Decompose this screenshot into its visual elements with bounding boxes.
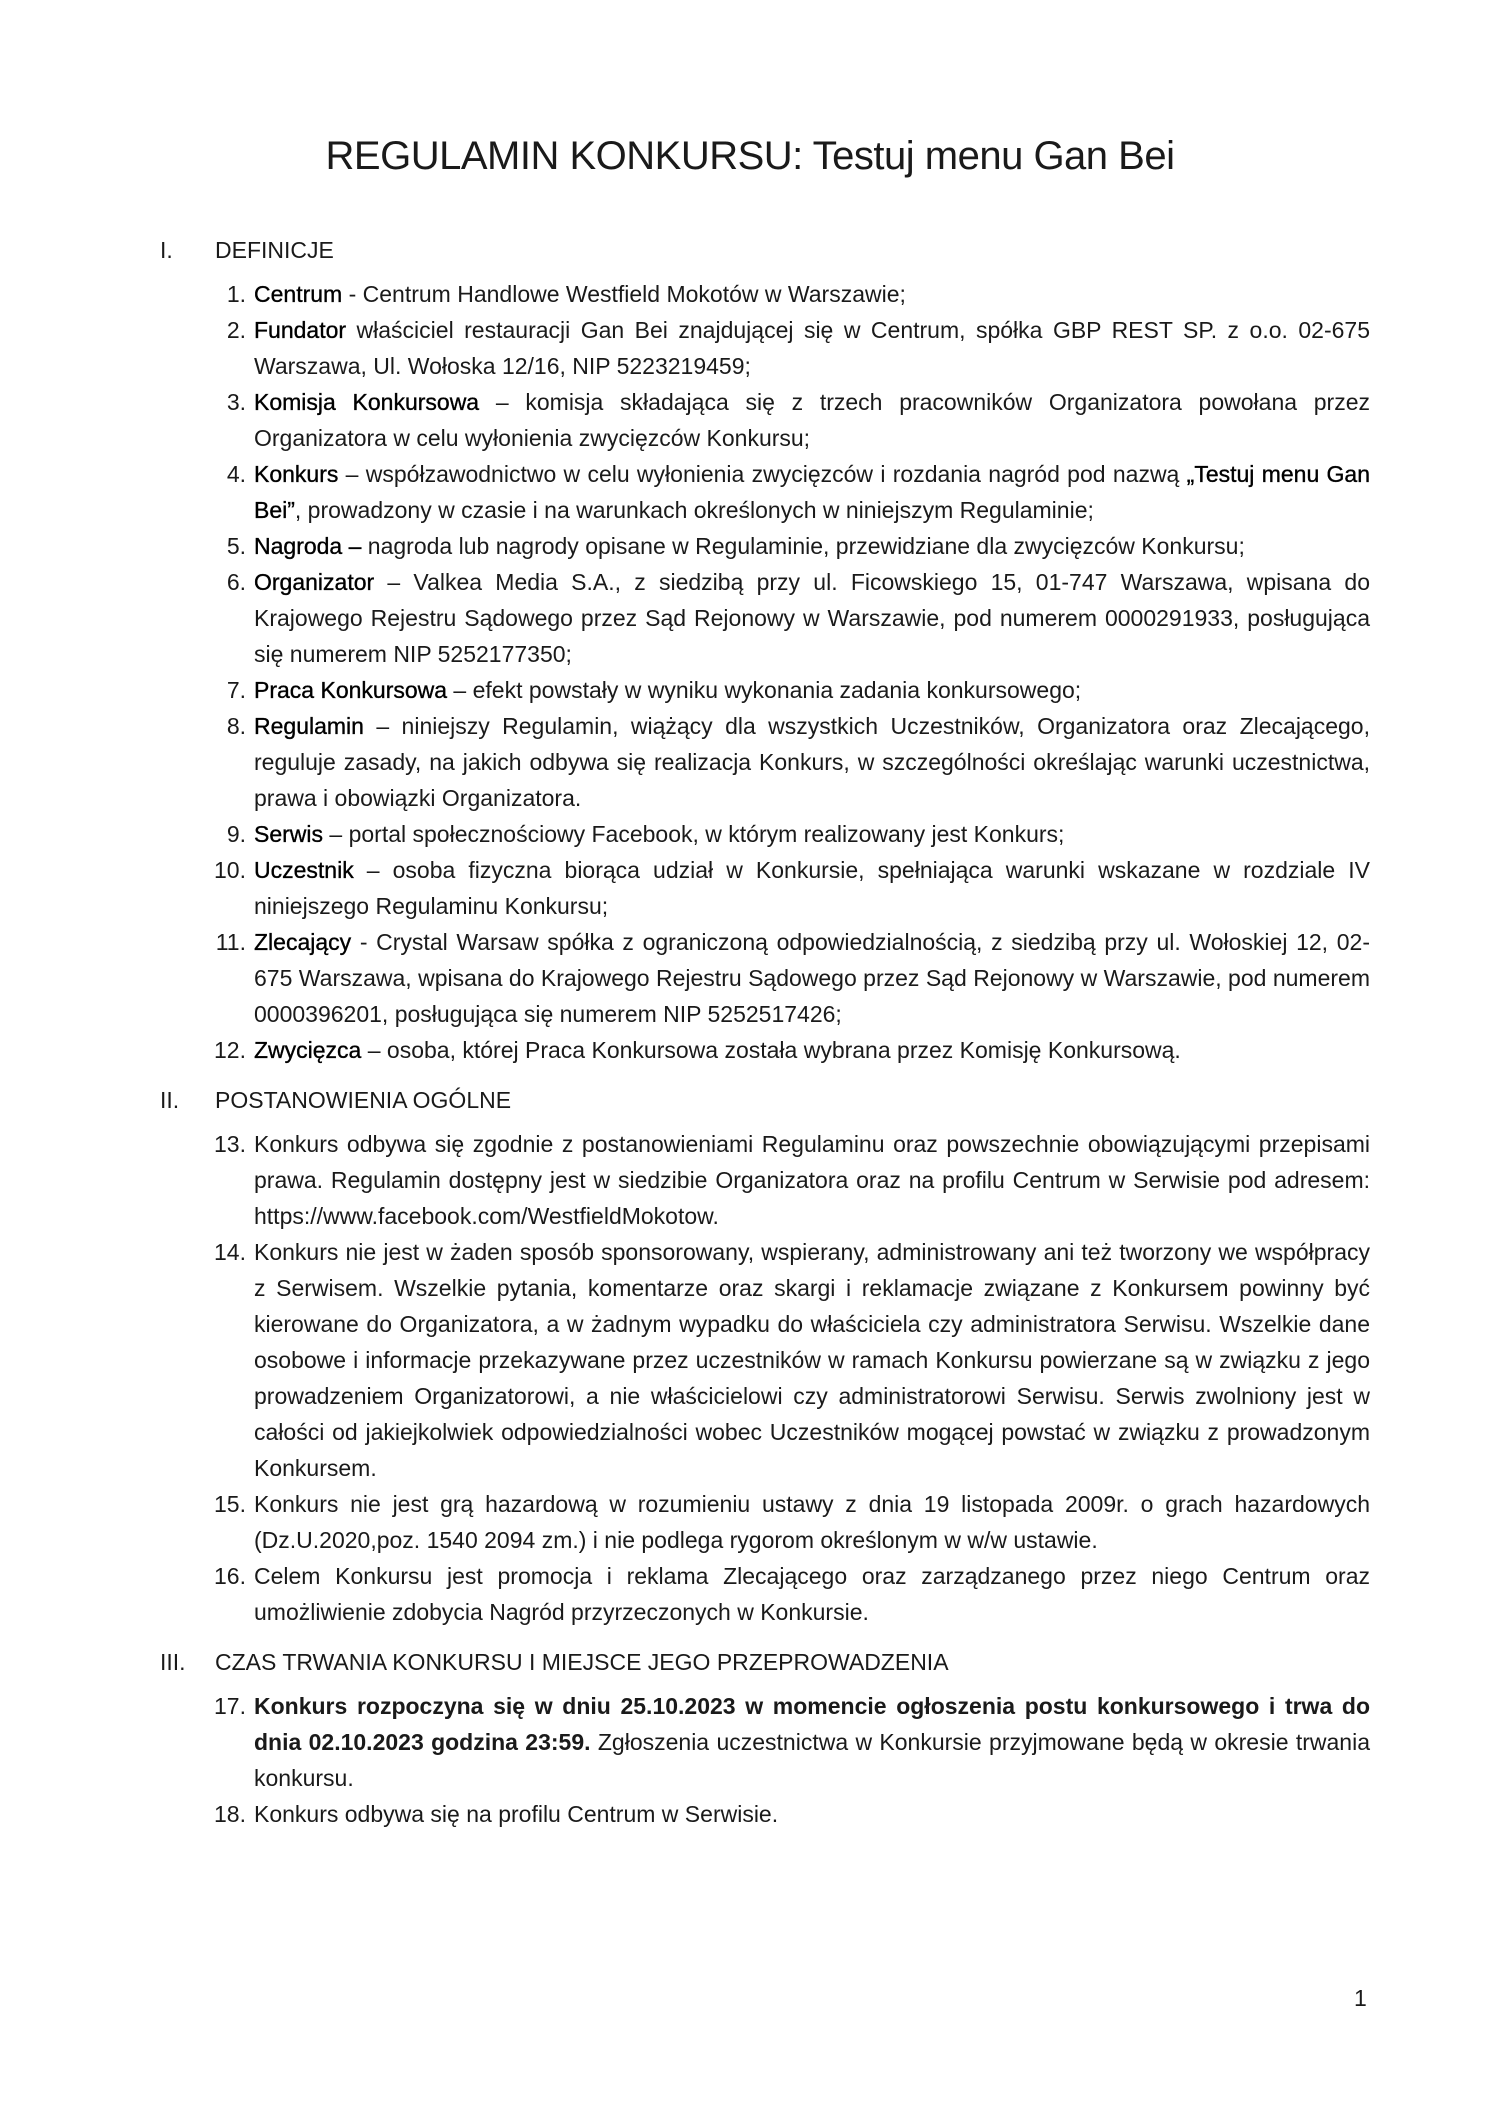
item-number: 12. bbox=[214, 1037, 246, 1063]
item-number: 9. bbox=[226, 821, 246, 847]
item-text bbox=[254, 1688, 1370, 1796]
section bbox=[160, 1082, 1370, 1630]
item-body: - Crystal Warsaw spółka z ograniczoną odpowiedzialnością, z siedzibą przy ul. Wołoskiej 12, 02-675 Warszawa, wpisana do Krajowego Rejestru Sądowego przez Sąd Rejonowy w Warszawie, pod numerem 0000396201, posługująca się numerem NIP 5252517426; bbox=[254, 929, 1370, 1027]
list-item bbox=[160, 852, 1370, 924]
defined-term: Regulamin bbox=[254, 713, 364, 739]
list-item bbox=[160, 1032, 1370, 1068]
item-body: Konkurs nie jest w żaden sposób sponsorowany, wspierany, administrowany ani też tworzony we współpracy z Serwisem. Wszelkie pytania, komentarze oraz skargi i reklamacje związane z Konkursem powinny być kierowane do Organizatora, a w żadnym wypadku do właściciela czy administratora Serwisu. Wszelkie dane osobowe i informacje przekazywane przez uczestników w ramach Konkursu powierzane są w związku z jego prowadzeniem Organizatorowi, a nie właścicielowi czy administratorowi Serwisu. Serwis zwolniony jest w całości od jakiejkolwiek odpowiedzialności wobec Uczestników mogącej powstać w związku z prowadzonym Konkursem. bbox=[254, 1239, 1370, 1481]
item-text bbox=[254, 564, 1370, 672]
section-heading bbox=[160, 1082, 1370, 1118]
item-number: 11. bbox=[215, 929, 246, 955]
item-body: Konkurs odbywa się na profilu Centrum w Serwisie. bbox=[254, 1801, 779, 1827]
defined-term: Serwis bbox=[254, 821, 324, 847]
item-body: – współzawodnictwo w celu wyłonienia zwycięzców i rozdania nagród pod nazwą bbox=[338, 461, 1187, 487]
list-item bbox=[160, 564, 1370, 672]
list-item bbox=[160, 1234, 1370, 1486]
item-text bbox=[254, 1032, 1370, 1068]
item-text bbox=[254, 1796, 1370, 1832]
page-title: REGULAMIN KONKURSU: Testuj menu Gan Bei bbox=[325, 134, 1175, 178]
list-item bbox=[160, 708, 1370, 816]
item-body: – efekt powstały w wyniku wykonania zadania konkursowego; bbox=[447, 677, 1082, 703]
item-text bbox=[254, 852, 1370, 924]
list-item bbox=[160, 384, 1370, 456]
item-text bbox=[254, 672, 1370, 708]
item-number: 14. bbox=[214, 1239, 246, 1265]
list-item bbox=[160, 816, 1370, 852]
section-number: III. bbox=[160, 1649, 186, 1675]
item-text bbox=[254, 384, 1370, 456]
defined-term: Centrum bbox=[254, 281, 343, 307]
section bbox=[160, 1644, 1370, 1832]
defined-term: Zwycięzca bbox=[254, 1037, 362, 1063]
section-number: II. bbox=[160, 1087, 180, 1113]
item-text bbox=[254, 528, 1370, 564]
list-item bbox=[160, 1688, 1370, 1796]
defined-term: Organizator bbox=[254, 569, 375, 595]
item-body: – niniejszy Regulamin, wiążący dla wszystkich Uczestników, Organizatora oraz Zlecającego, reguluje zasady, na jakich odbywa się realizacja Konkurs, w szczególności określając warunki uczestnictwa, prawa i obowiązki Organizatora. bbox=[254, 713, 1370, 811]
section-number: I. bbox=[160, 237, 173, 263]
item-number: 17. bbox=[214, 1693, 246, 1719]
item-body: – osoba, której Praca Konkursowa została wybrana przez Komisję Konkursową. bbox=[361, 1037, 1181, 1063]
section-title: CZAS TRWANIA KONKURSU I MIEJSCE JEGO PRZEPROWADZENIA bbox=[215, 1649, 949, 1675]
list-item bbox=[160, 276, 1370, 312]
item-text bbox=[254, 1486, 1370, 1558]
defined-term: Fundator bbox=[254, 317, 347, 343]
item-number: 8. bbox=[226, 713, 246, 739]
item-body: , prowadzony w czasie i na warunkach określonych w niniejszym Regulaminie; bbox=[294, 497, 1094, 523]
item-text bbox=[254, 276, 1370, 312]
section-heading bbox=[160, 1644, 1370, 1680]
item-body: – Valkea Media S.A., z siedzibą przy ul. Ficowskiego 15, 01-747 Warszawa, wpisana do Krajowego Rejestru Sądowego przez Sąd Rejonowy w Warszawie, pod numerem 0000291933, posługująca się numerem NIP 5252177350; bbox=[254, 569, 1370, 667]
item-body: – komisja składająca się z trzech pracowników Organizatora powołana przez Organizatora w celu wyłonienia zwycięzców Konkursu; bbox=[254, 389, 1370, 451]
item-number: 15. bbox=[214, 1491, 246, 1517]
item-body: Konkurs nie jest grą hazardową w rozumieniu ustawy z dnia 19 listopada 2009r. o grach hazardowych (Dz.U.2020,poz. 1540 2094 zm.) i nie podlega rygorom określonym w w/w ustawie. bbox=[254, 1491, 1370, 1553]
defined-term: Konkurs rozpoczyna się w dniu 25.10.2023 w momencie ogłoszenia postu konkursowego i trwa do dnia 02.10.2023 godzina 23:59. bbox=[254, 1693, 1370, 1755]
list-item bbox=[160, 1558, 1370, 1630]
item-number: 2. bbox=[226, 317, 246, 343]
item-text bbox=[254, 816, 1370, 852]
defined-term: „Testuj menu Gan Bei” bbox=[254, 461, 1371, 523]
item-number: 13. bbox=[214, 1131, 246, 1157]
item-text bbox=[254, 1558, 1370, 1630]
item-number: 3. bbox=[226, 389, 246, 415]
defined-term: Zlecający bbox=[254, 929, 352, 955]
item-text bbox=[254, 456, 1370, 528]
defined-term: Komisja Konkursowa bbox=[254, 389, 480, 415]
item-body: – portal społecznościowy Facebook, w którym realizowany jest Konkurs; bbox=[323, 821, 1065, 847]
item-number: 6. bbox=[226, 569, 246, 595]
section bbox=[160, 232, 1370, 1068]
item-body: – osoba fizyczna biorąca udział w Konkursie, spełniająca warunki wskazane w rozdziale IV niniejszego Regulaminu Konkursu; bbox=[254, 857, 1370, 919]
section-title: POSTANOWIENIA OGÓLNE bbox=[215, 1087, 512, 1113]
item-body: Zgłoszenia uczestnictwa w Konkursie przyjmowane będą w okresie trwania konkursu. bbox=[254, 1729, 1370, 1791]
item-body: Celem Konkursu jest promocja i reklama Zlecającego oraz zarządzanego przez niego Centrum oraz umożliwienie zdobycia Nagród przyrzeczonych w Konkursie. bbox=[254, 1563, 1370, 1625]
defined-term: Praca Konkursowa bbox=[254, 677, 448, 703]
list-item bbox=[160, 1126, 1370, 1234]
item-number: 5. bbox=[226, 533, 246, 559]
defined-term: Konkurs bbox=[254, 461, 339, 487]
list-item bbox=[160, 456, 1370, 528]
section-heading bbox=[160, 232, 1370, 268]
item-number: 10. bbox=[214, 857, 246, 883]
list-item bbox=[160, 1486, 1370, 1558]
defined-term: Nagroda – bbox=[254, 533, 362, 559]
item-text bbox=[254, 924, 1370, 1032]
section-title: DEFINICJE bbox=[215, 237, 334, 263]
list-item bbox=[160, 924, 1370, 1032]
item-body: - Centrum Handlowe Westfield Mokotów w Warszawie; bbox=[342, 281, 906, 307]
item-number: 4. bbox=[226, 461, 246, 487]
item-number: 1. bbox=[226, 281, 246, 307]
list-item bbox=[160, 312, 1370, 384]
item-number: 7. bbox=[226, 677, 246, 703]
page-number: 1 bbox=[1354, 1985, 1367, 2011]
item-number: 16. bbox=[214, 1563, 246, 1589]
item-body: Konkurs odbywa się zgodnie z postanowieniami Regulaminu oraz powszechnie obowiązującymi przepisami prawa. Regulamin dostępny jest w siedzibie Organizatora oraz na profilu Centrum w Serwisie pod adresem: https://www.facebook.com/WestfieldMokotow. bbox=[254, 1131, 1370, 1229]
list-item bbox=[160, 528, 1370, 564]
item-list bbox=[160, 276, 1370, 1068]
item-list bbox=[160, 1688, 1370, 1832]
item-text bbox=[254, 1126, 1370, 1234]
item-body: właściciel restauracji Gan Bei znajdującej się w Centrum, spółka GBP REST SP. z o.o. 02-675 Warszawa, Ul. Wołoska 12/16, NIP 5223219459; bbox=[254, 317, 1370, 379]
item-text bbox=[254, 1234, 1370, 1486]
item-number: 18. bbox=[214, 1801, 246, 1827]
list-item bbox=[160, 672, 1370, 708]
item-body: nagroda lub nagrody opisane w Regulaminie, przewidziane dla zwycięzców Konkursu; bbox=[361, 533, 1245, 559]
item-text bbox=[254, 708, 1370, 816]
list-item bbox=[160, 1796, 1370, 1832]
item-text bbox=[254, 312, 1370, 384]
item-list bbox=[160, 1126, 1370, 1630]
defined-term: Uczestnik bbox=[254, 857, 354, 883]
document-body bbox=[160, 232, 1370, 1846]
